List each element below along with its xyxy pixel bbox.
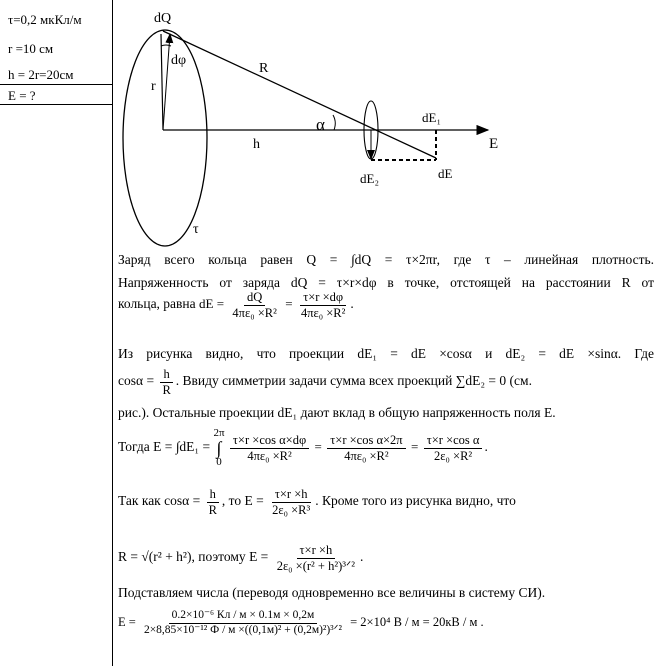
label-R: R xyxy=(259,61,269,76)
p3-lhs: dE = xyxy=(199,296,225,312)
text-p5a: cosα = xyxy=(118,373,155,389)
line-5 xyxy=(118,368,658,396)
fraction-cos-2 xyxy=(206,488,220,516)
fraction-de-2 xyxy=(298,291,348,319)
label-dphi: dφ xyxy=(171,53,187,68)
text-p4a: Из рисунка видно, что проекции xyxy=(118,346,345,361)
line-9: R = √(r² + h²), поэтому E = $\frac{\tau\times r \times h}{\text{2ε₀ ×(r² + h²)³ᐟ²}}$ . xyxy=(118,543,364,573)
label-tau: τ xyxy=(193,222,199,237)
given-r: r =10 см xyxy=(8,41,54,56)
given-tau: τ=0,2 мкКл/м xyxy=(8,12,82,27)
fraction-e-3 xyxy=(424,434,483,462)
text-p1a: Заряд всего кольца равен xyxy=(118,252,293,267)
equals-sign: = xyxy=(411,439,419,455)
find-e: E = ? xyxy=(8,88,36,103)
ring-field-figure xyxy=(0,0,669,250)
fraction-num: τ×r ×h xyxy=(272,488,311,503)
text-p10: Подставляем числа (переводя одновременно все величины в систему СИ). xyxy=(118,585,546,600)
fraction-e-5 xyxy=(274,544,358,572)
radius-arrow xyxy=(163,34,170,130)
fraction-cos xyxy=(159,368,173,396)
fraction-num: h xyxy=(160,368,172,383)
fraction-e-2 xyxy=(327,434,405,462)
integral-symbol: ∫ xyxy=(216,438,222,458)
line-8 xyxy=(118,488,658,516)
label-E: E xyxy=(489,136,499,152)
text-p8c: , то xyxy=(221,493,242,509)
line-4 xyxy=(118,347,654,361)
charged-ring xyxy=(123,30,207,246)
fraction-den: 2×8,85×10⁻¹² Ф / м ×((0,1м)² + (0,2м)²)³ᐟ² xyxy=(143,623,342,636)
fraction-den: R xyxy=(162,382,171,397)
fraction-de-1 xyxy=(229,291,279,319)
text-p9c: E = xyxy=(249,549,269,565)
fraction-den: 2ε₀ ×(r² + h²)³ᐟ² xyxy=(276,558,356,573)
label-de2: dE₂ xyxy=(360,171,379,186)
text-p8a: Так как xyxy=(118,493,161,509)
integral-upper: 2π xyxy=(213,427,225,439)
given-h: h = 2r=20см xyxy=(8,67,74,82)
fraction-numeric xyxy=(141,610,345,636)
line-2 xyxy=(118,276,654,290)
text-p4c: и xyxy=(485,346,493,361)
formula-de2: dE₂ = dE ×sinα. Где xyxy=(505,346,655,361)
text-p5b: . Ввиду симметрии задачи сумма всех проекций ∑dE₂ = 0 (см. xyxy=(175,373,532,389)
fraction-num: τ×r ×dφ xyxy=(300,291,346,306)
alpha-arc xyxy=(333,115,335,130)
line-7: Тогда E = ∫dE₁ = 2π ∫ 0 $\frac{\text{τ×r ×cos α×dφ}}{\text{4πε₀ ×R²}}$ = $\frac{\text{τ×r ×cos α×2π}}{\text{4πε₀ ×R²}}$ = $\frac{\text{τ×r ×cos α}}{\text{2ε₀ ×R²}}$ . xyxy=(118,427,488,468)
fraction-e-4 xyxy=(269,488,313,516)
text-p8d: E = xyxy=(244,493,264,509)
fraction-den: 4πε₀ ×R² xyxy=(232,305,277,320)
fraction-den: 2ε₀ ×R³ xyxy=(272,502,311,517)
fraction-den: 4πε₀ ×R² xyxy=(247,448,292,463)
formula-charge: Q = ∫dQ = τ×2πr xyxy=(306,252,437,267)
equals-sign: = xyxy=(314,439,322,455)
line-11 xyxy=(118,610,484,636)
formula-de1: dE₁ = dE ×cosα xyxy=(357,346,472,361)
integral-lower: 0 xyxy=(216,456,222,468)
label-de1: dE₁ xyxy=(422,110,441,125)
line-10 xyxy=(118,586,545,600)
fraction-num: τ×r ×cos α xyxy=(424,434,483,449)
fraction-num: h xyxy=(207,488,219,503)
line-1 xyxy=(118,253,654,267)
integral-sign xyxy=(213,428,224,468)
line-6 xyxy=(118,406,556,420)
fraction-den: 4πε₀ ×R² xyxy=(344,448,389,463)
fraction-num: τ×r ×h xyxy=(297,544,336,559)
text-p2: Напряженность от заряда dQ = τ×r×dφ в точке, отстоящей на расстоянии R от xyxy=(118,275,654,290)
fraction-den: 2ε₀ ×R² xyxy=(434,448,473,463)
text-p6: рис.). Остальные проекции dE₁ дают вклад в общую напряженность поля E. xyxy=(118,405,556,420)
fraction-num: dQ xyxy=(244,291,265,306)
radius-line xyxy=(161,34,163,130)
fraction-den: 4πε₀ ×R² xyxy=(300,305,346,320)
text-p11a: E = xyxy=(118,614,136,629)
dphi-arc xyxy=(161,45,171,46)
text-p3a: кольца, равна xyxy=(118,296,196,312)
label-dq: dQ xyxy=(154,11,172,26)
label-h: h xyxy=(253,137,260,152)
label-de: dE xyxy=(438,166,453,181)
text-p8b: cosα = xyxy=(164,493,201,509)
fraction-e-1 xyxy=(230,434,309,462)
text-p8e: . Кроме того из рисунка видно, что xyxy=(315,493,516,509)
fraction-num: 0.2×10⁻⁶ Кл / м × 0.1м × 0,2м xyxy=(169,610,318,624)
fraction-num: τ×r ×cos α×dφ xyxy=(230,434,309,449)
formula-R: R = √(r² + h²) xyxy=(118,549,192,565)
fraction-den: R xyxy=(208,502,217,517)
label-alpha: α xyxy=(316,115,325,134)
text-p7a: Тогда E = ∫dE₁ = xyxy=(118,439,211,455)
line-3: кольца, равна dE = $\frac{dQ}{\text{4πε₀ ×R²}}$ = $\frac{\tau\times r \times d\varphi}{\text{4πε₀ ×R²}}$ . xyxy=(118,290,354,320)
equals-sign: = xyxy=(285,296,293,312)
text-p9b: , поэтому xyxy=(191,549,246,565)
label-r: r xyxy=(151,79,156,94)
text-p1b: , где τ – линейная плотность. xyxy=(436,252,655,267)
text-p11b: = 2×10⁴ В / м = 20кВ / м . xyxy=(350,614,484,629)
fraction-num: τ×r ×cos α×2π xyxy=(327,434,405,449)
